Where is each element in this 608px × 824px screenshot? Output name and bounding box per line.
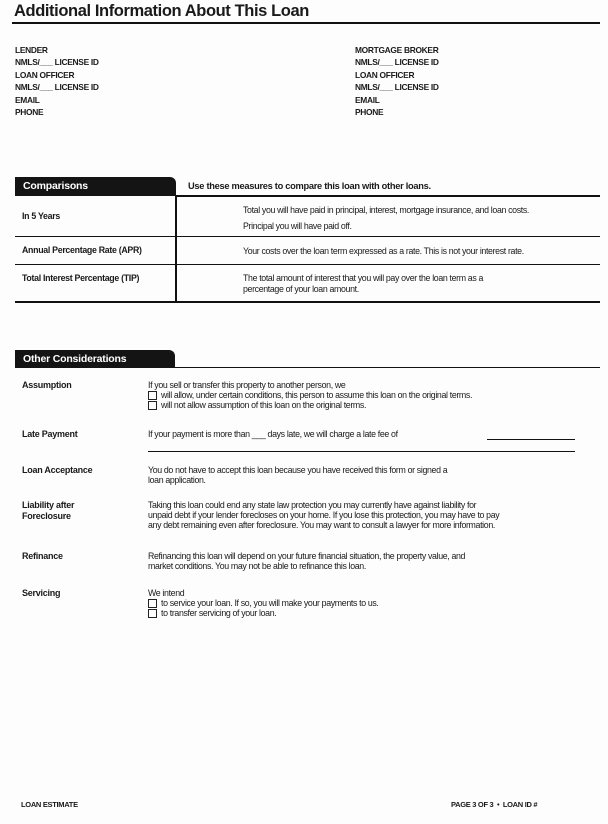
refinance-label: Refinance	[22, 551, 63, 561]
late-fee-blank[interactable]	[487, 439, 575, 440]
footer-form-name: LOAN ESTIMATE	[21, 800, 78, 809]
other-considerations-tab: Other Considerations	[15, 350, 175, 368]
comparison-text-5-years	[243, 202, 529, 234]
loan-acceptance-label: Loan Acceptance	[22, 465, 93, 475]
liability-content	[148, 500, 603, 531]
text-line: Taking this loan could end any state law protection you may currently have against liability for	[148, 500, 477, 510]
servicing-option-transfer[interactable]	[148, 608, 603, 618]
title-divider	[12, 22, 600, 24]
servicing-content	[148, 588, 603, 619]
option-label: will allow, under certain conditions, this person to assume this loan on the original terms.	[161, 390, 473, 401]
checkbox[interactable]	[148, 609, 157, 618]
comparison-label-tip: Total Interest Percentage (TIP)	[22, 273, 140, 283]
broker-officer-nmls-label: NMLS/___ LICENSE ID	[355, 82, 439, 93]
text-line: You do not have to accept this loan because you have received this form or signed a	[148, 465, 448, 475]
lender-contact-block	[15, 44, 99, 118]
comparison-text-tip	[243, 273, 483, 295]
page-title: Additional Information About This Loan	[14, 2, 309, 20]
footer-page-info: PAGE 3 OF 3 • LOAN ID #	[451, 800, 538, 809]
late-payment-text-before: If your payment is more than	[148, 429, 250, 439]
comparisons-column-divider	[175, 196, 177, 303]
broker-email-label: EMAIL	[355, 94, 380, 105]
lender-nmls-label: NMLS/___ LICENSE ID	[15, 57, 99, 68]
comparison-label-5-years: In 5 Years	[22, 211, 60, 221]
text-line: Total you will have paid in principal, interest, mortgage insurance, and loan costs.	[243, 205, 529, 215]
loan-acceptance-content	[148, 465, 603, 485]
assumption-label: Assumption	[22, 380, 72, 390]
other-considerations-rule	[175, 367, 600, 368]
comparisons-row-divider	[15, 236, 600, 237]
lender-label: LENDER	[15, 45, 48, 55]
lender-email-label: EMAIL	[15, 94, 40, 105]
late-payment-label: Late Payment	[22, 429, 78, 439]
lender-officer-nmls-label: NMLS/___ LICENSE ID	[15, 82, 99, 93]
servicing-label: Servicing	[22, 588, 61, 598]
lender-loan-officer-label: LOAN OFFICER	[15, 69, 75, 80]
text-line: Refinancing this loan will depend on your future financial situation, the property value, and	[148, 551, 466, 561]
option-label: to service your loan. If so, you will make your payments to us.	[161, 598, 379, 609]
comparison-label-apr: Annual Percentage Rate (APR)	[22, 245, 142, 255]
comparisons-row-divider	[15, 264, 600, 265]
broker-loan-officer-label: LOAN OFFICER	[355, 69, 415, 80]
broker-label: MORTGAGE BROKER	[355, 45, 439, 55]
late-payment-text-after: days late, we will charge a late fee of	[267, 429, 398, 439]
late-payment-content	[148, 429, 603, 439]
comparisons-heading: Use these measures to compare this loan with other loans.	[188, 181, 431, 191]
checkbox[interactable]	[148, 401, 157, 410]
late-days-blank[interactable]: ___	[251, 429, 266, 439]
broker-phone-label: PHONE	[355, 107, 384, 118]
text-line: any debt remaining even after foreclosure. You may want to consult a lawyer for more information.	[148, 520, 495, 531]
servicing-intro: We intend	[148, 588, 185, 598]
text-line: The total amount of interest that you will pay over the loan term as a	[243, 273, 484, 283]
assumption-content	[148, 380, 603, 411]
comparisons-tab: Comparisons	[15, 177, 176, 196]
servicing-option-service[interactable]	[148, 598, 603, 608]
text-line: loan application.	[148, 475, 206, 486]
comparisons-header-rule	[176, 195, 600, 197]
refinance-content	[148, 551, 603, 571]
label-line: Liability after	[22, 500, 75, 510]
text-line: market conditions. You may not be able to refinance this loan.	[148, 561, 366, 572]
late-fee-blank-line[interactable]	[148, 451, 575, 452]
checkbox[interactable]	[148, 391, 157, 400]
text-line: Principal you will have paid off.	[243, 221, 352, 231]
comparison-text-apr	[243, 245, 524, 258]
option-label: will not allow assumption of this loan on the original terms.	[161, 400, 367, 411]
text-line: unpaid debt if your lender forecloses on your home. If you lose this protection, you may have to pay	[148, 510, 500, 521]
assumption-option-allow[interactable]	[148, 390, 603, 400]
assumption-intro: If you sell or transfer this property to another person, we	[148, 380, 346, 390]
option-label: to transfer servicing of your loan.	[161, 608, 277, 619]
comparisons-bottom-rule	[15, 301, 600, 303]
label-line: Foreclosure	[22, 511, 71, 521]
broker-contact-block	[355, 44, 439, 118]
liability-label	[22, 500, 74, 522]
broker-nmls-label: NMLS/___ LICENSE ID	[355, 57, 439, 68]
assumption-option-not-allow[interactable]	[148, 400, 603, 410]
text-line: percentage of your loan amount.	[243, 284, 359, 294]
lender-phone-label: PHONE	[15, 107, 44, 118]
text-line: Your costs over the loan term expressed as a rate. This is not your interest rate.	[243, 246, 524, 256]
checkbox[interactable]	[148, 599, 157, 608]
